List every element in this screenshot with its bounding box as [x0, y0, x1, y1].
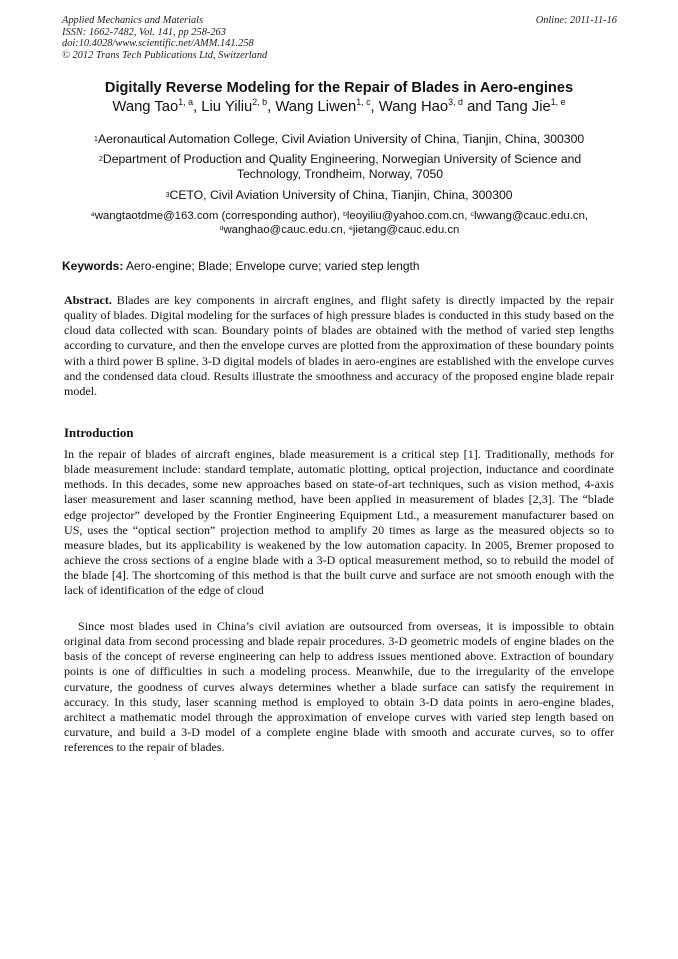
- author-separator: ,: [193, 99, 202, 115]
- issn-line: ISSN: 1662-7482, Vol. 141, pp 258-263: [62, 26, 226, 38]
- abstract-text: Blades are key components in aircraft engines, and flight safety is directly impacted by the repair quality of blades. Digital modeling for the surfaces of high pressure blades is conducted in this study based on the cloud data collected with scan. Boundary points of blades are obtained with the method of varied step lengths according to curvature, and then the envelope curves are plotted from the approximation of these boundary points with a third power B spline. 3-D digital models of blades in aero-engines are established with the envelope curves and the condensed data cloud. Results illustrate the smoothness and accuracy of the proposed engine blade repair model.: [64, 293, 614, 398]
- author-name: Wang Tao: [112, 99, 179, 115]
- online-date: Online: 2011-11-16: [535, 15, 617, 26]
- author-name: Wang Hao: [378, 99, 449, 115]
- author-affiliation-mark: 1, a: [178, 97, 194, 108]
- paragraph: Since most blades used in China’s civil aviation are outsourced from overseas, it is impossible to obtain original data from second processing and blade repair procedures. 3-D geometric models of engine blades on the basis of the concept of reverse engineering can help to address issues mentioned above. Extraction of boundary points is one of difficulties in such a modeling process. Meanwhile, due to the irregularity of the envelope curvature, the goodness of curves always determines whether a blade surface can satisfy the requirement in accuracy. In this study, laser scanning method is employed to obtain 3-D data points in aero-engine blades, architect a mathematic model through the approximation of envelope curves with varied step length based on curvature, and build a 3-D model of a complete engine blade with smooth and accurate curves, so to offer references to the repair of blades.: [64, 619, 614, 755]
- abstract: [64, 293, 614, 399]
- author-separator: ,: [370, 99, 379, 115]
- email-mark: e: [349, 224, 353, 232]
- author-affiliation-mark: 2, b: [252, 97, 268, 108]
- keywords-text: Aero-engine; Blade; Envelope curve; varied step length: [123, 259, 420, 273]
- author-name: Liu Yiliu: [201, 99, 253, 115]
- author-separator: ,: [267, 99, 276, 115]
- email-address[interactable]: leoyiliu@yahoo.com.cn,: [346, 210, 471, 222]
- copyright-line: © 2012 Trans Tech Publications Ltd, Switzerland: [62, 49, 268, 61]
- email-list: [62, 209, 617, 237]
- section-heading: Introduction: [64, 426, 134, 440]
- affiliation-mark: 2: [98, 153, 103, 163]
- author-affiliation-mark: 3, d: [448, 97, 463, 108]
- journal-name: Applied Mechanics and Materials: [62, 15, 204, 26]
- keywords-label: Keywords:: [62, 259, 124, 273]
- paper-title: Digitally Reverse Modeling for the Repair of Blades in Aero-engines: [104, 80, 574, 96]
- email-address[interactable]: wangtaotdme@163.com (corresponding author),: [94, 210, 344, 222]
- affiliation-text: Department of Production and Quality Engineering, Norwegian University of Science and Technology, Trondheim, Norway, 7050: [102, 152, 582, 181]
- affiliation-text: Aeronautical Automation College, Civil Aviation University of China, Tianjin, China, 300300: [97, 132, 585, 146]
- doi-line: doi:10.4028/www.scientific.net/AMM.141.258: [62, 38, 254, 50]
- author-name: Wang Liwen: [275, 99, 357, 115]
- affiliation-text: CETO, Civil Aviation University of China, Tianjin, China, 300300: [169, 188, 513, 202]
- affiliation-mark: 1: [93, 133, 98, 143]
- email-mark: b: [343, 210, 347, 218]
- abstract-label: Abstract.: [64, 293, 112, 307]
- email-mark: d: [219, 224, 224, 232]
- affiliation: [0, 188, 678, 203]
- author-separator: and: [462, 99, 496, 115]
- author-name: Tang Jie: [495, 99, 551, 115]
- email-mark: a: [90, 210, 95, 218]
- affiliation: [0, 132, 678, 147]
- email-mark: c: [470, 210, 474, 218]
- author-list: [0, 99, 678, 115]
- affiliation: [85, 152, 595, 182]
- email-address[interactable]: lwwang@cauc.edu.cn,: [473, 210, 589, 222]
- email-address[interactable]: wanghao@cauc.edu.cn,: [223, 224, 349, 236]
- paragraph: In the repair of blades of aircraft engines, blade measurement is a critical step [1]. Traditionally, methods for blade measurement include: standard template, automatic plotting, optical projection, inductance and coordinate methods. In this decades, some new approaches based on state-of-art techniques, such as vision method, 4-axis laser measurement and laser scanning method, have been applied in measurement of blades [2,3]. The “blade edge projector” developed by the Frontier Engineering Equipment Ltd., a measurement manufacturer based on US, uses the “optical section” projection method to amplify 20 times as large as the measured objects so to measure blades, but its applicability is weakened by the low automation capacity. In 2005, Bremer proposed to achieve the cross sections of a engine blade with a 3-D optical measurement method, so to rebuild the model of the blade [4]. The shortcoming of this method is that the built curve and surface are not smooth enough with the lack of identification of the edge of cloud: [64, 447, 614, 598]
- keywords: [62, 259, 617, 273]
- author-affiliation-mark: 1, c: [356, 97, 371, 108]
- journal-header: [62, 15, 617, 61]
- affiliation-mark: 3: [165, 189, 170, 199]
- author-affiliation-mark: 1, e: [550, 97, 566, 108]
- email-address[interactable]: jietang@cauc.edu.cn: [352, 224, 460, 236]
